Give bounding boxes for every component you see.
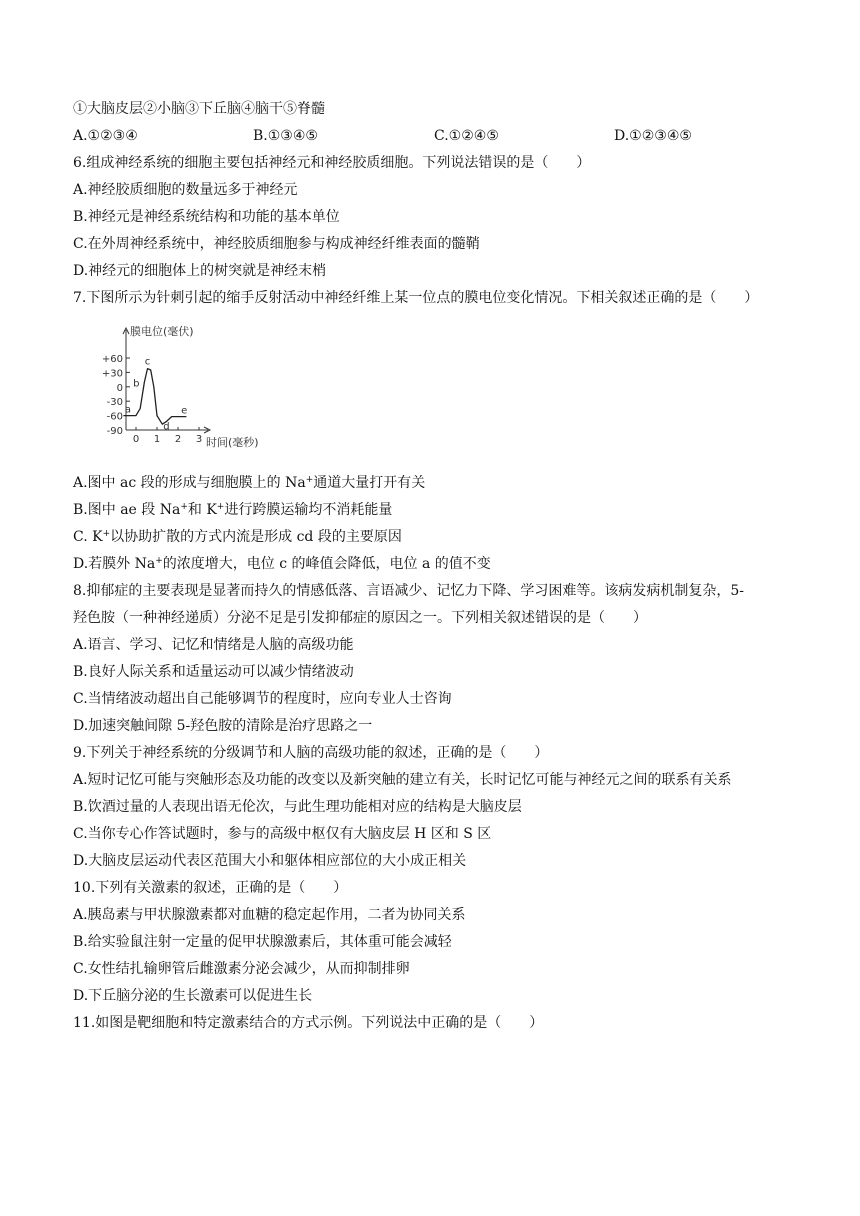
q10-option-d: D.下丘脑分泌的生长激素可以促进生长 xyxy=(73,988,313,1004)
x-tick-label: 2 xyxy=(174,434,182,445)
q6-option-b: B.神经元是神经系统结构和功能的基本单位 xyxy=(73,209,340,225)
q10-option-b: B.给实验鼠注射一定量的促甲状腺激素后，其体重可能会减轻 xyxy=(73,934,452,950)
q6-option-c: C.在外周神经系统中，神经胶质细胞参与构成神经纤维表面的髓鞘 xyxy=(73,236,480,252)
q7-option-d: D.若膜外 Na+的浓度增大，电位 c 的峰值会降低，电位 a 的值不变 xyxy=(73,556,491,572)
y-tick-label: 0 xyxy=(116,382,123,394)
q7-option-a: A.图中 ac 段的形成与细胞膜上的 Na+通道大量打开有关 xyxy=(73,475,426,491)
q9-option-c: C.当你专心作答试题时，参与的高级中枢仅有大脑皮层 H 区和 S 区 xyxy=(73,826,492,842)
q5-option-a: A.①②③④ xyxy=(73,128,138,144)
question-8-cont: 羟色胺（一种神经递质）分泌不足是引发抑郁症的原因之一。下列相关叙述错误的是（ ） xyxy=(73,610,647,626)
question-8: 8.抑郁症的主要表现是显著而持久的情感低落、言语减少、记忆力下降、学习困难等。该病发病机制复杂，5- xyxy=(73,583,744,599)
q9-option-b: B.饮酒过量的人表现出语无伦次，与此生理功能相对应的结构是大脑皮层 xyxy=(73,799,522,815)
y-tick-label: +60 xyxy=(101,354,123,365)
question-7: 7.下图所示为针刺引起的缩手反射活动中神经纤维上某一位点的膜电位变化情况。下相关叙述正确的是（ ） xyxy=(73,290,759,306)
q5-option-b: B.①③④⑤ xyxy=(253,128,318,144)
membrane-potential-chart xyxy=(96,322,286,456)
point-label-e: e xyxy=(181,405,188,417)
x-tick-label: 1 xyxy=(153,434,161,445)
question-9: 9.下列关于神经系统的分级调节和人脑的高级功能的叙述，正确的是（ ） xyxy=(73,745,549,761)
question-11: 11.如图是靶细胞和特定激素结合的方式示例。下列说法中正确的是（ ） xyxy=(73,1015,544,1031)
q8-option-d: D.加速突触间隙 5-羟色胺的清除是治疗思路之一 xyxy=(73,718,373,734)
q7-option-b: B.图中 ae 段 Na+和 K+进行跨膜运输均不消耗能量 xyxy=(73,502,393,518)
y-tick-label: -60 xyxy=(106,411,123,423)
x-tick-label: 3 xyxy=(195,434,203,445)
q6-option-a: A.神经胶质细胞的数量远多于神经元 xyxy=(73,182,298,198)
q9-option-d: D.大脑皮层运动代表区范围大小和躯体相应部位的大小成正相关 xyxy=(73,853,467,869)
y-tick-label: +30 xyxy=(101,368,123,380)
x-tick-label: 0 xyxy=(132,434,140,445)
y-tick-label: -90 xyxy=(106,426,123,437)
q5-option-c: C.①②④⑤ xyxy=(434,128,499,144)
question-10: 10.下列有关激素的叙述，正确的是（ ） xyxy=(73,880,348,896)
point-label-a: a xyxy=(124,404,131,416)
q5-option-d: D.①②③④⑤ xyxy=(614,128,692,144)
q7-option-c: C. K+以协助扩散的方式内流是形成 cd 段的主要原因 xyxy=(73,529,402,545)
q10-option-a: A.胰岛素与甲状腺激素都对血糖的稳定起作用，二者为协同关系 xyxy=(73,907,466,923)
membrane-potential-curve xyxy=(123,369,186,425)
x-axis-label: 时间(毫秒) xyxy=(206,436,259,449)
point-label-c: c xyxy=(144,356,151,368)
point-label-b: b xyxy=(133,378,140,390)
q9-option-a: A.短时记忆可能与突触形态及功能的改变以及新突触的建立有关，长时记忆可能与神经元之间的联系有关系 xyxy=(73,772,732,788)
q10-option-c: C.女性结扎输卵管后雌激素分泌会减少，从而抑制排卵 xyxy=(73,961,410,977)
structures-list: ①大脑皮层②小脑③下丘脑④脑干⑤脊髓 xyxy=(73,101,325,117)
q6-option-d: D.神经元的细胞体上的树突就是神经末梢 xyxy=(73,263,327,279)
y-axis-label: 膜电位(毫伏) xyxy=(130,325,194,338)
q8-option-a: A.语言、学习、记忆和情绪是人脑的高级功能 xyxy=(73,637,354,653)
q8-option-c: C.当情绪波动超出自己能够调节的程度时，应向专业人士咨询 xyxy=(73,691,452,707)
point-label-d: d xyxy=(163,421,170,433)
question-6: 6.组成神经系统的细胞主要包括神经元和神经胶质细胞。下列说法错误的是（ ） xyxy=(73,155,591,171)
y-tick-label: -30 xyxy=(106,397,123,409)
q8-option-b: B.良好人际关系和适量运动可以减少情绪波动 xyxy=(73,664,354,680)
